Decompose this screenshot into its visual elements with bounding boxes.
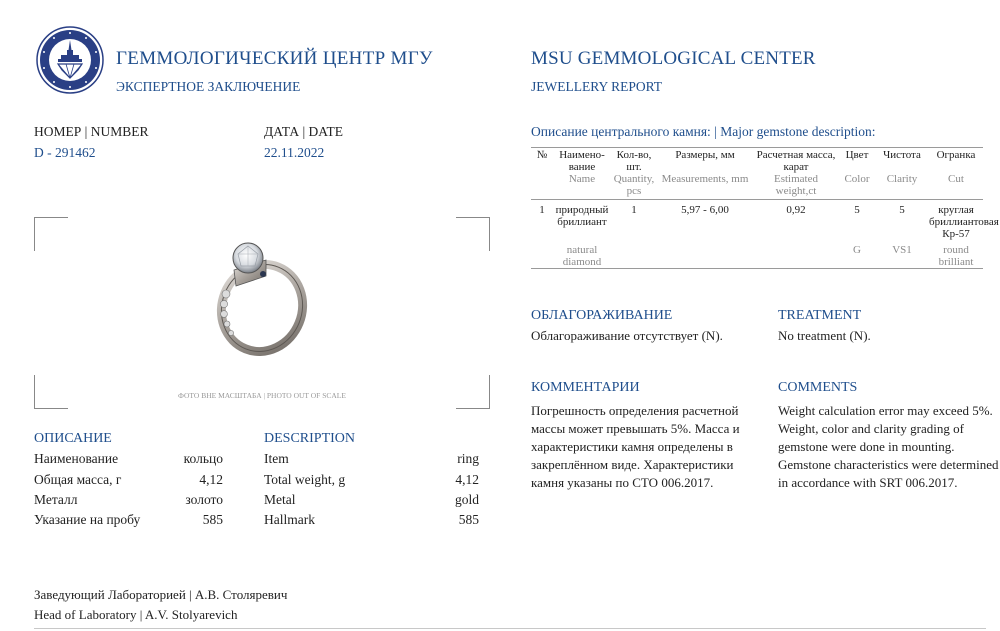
gemstone-cell: № <box>536 149 548 161</box>
comments-text-en: Weight calculation error may exceed 5%. Weight, color and clarity grading of gemstone were done in mounting. Gemstone characteristics were determined in accordance with SRT 006.2017. <box>778 403 999 490</box>
signature-en: Head of Laboratory | A.V. Stolyarevich <box>34 607 238 622</box>
description-row <box>34 492 223 510</box>
gemstone-cell: Наимено-вание <box>559 149 605 173</box>
gemstone-cell: 5 <box>854 204 860 216</box>
number-value: D - 291462 <box>34 145 96 160</box>
gemstone-cell: VS1 <box>892 244 912 256</box>
gemstone-table-title: Описание центрального камня: | Major gemstone description: <box>531 124 876 139</box>
date-label: ДАТА | DATE <box>264 124 344 139</box>
description-row <box>264 472 479 490</box>
ring-photo <box>200 230 320 360</box>
description-row <box>264 451 479 469</box>
org-name-en: MSU GEMMOLOGICAL CENTER <box>531 48 816 69</box>
description-value: 4,12 <box>199 472 223 487</box>
gemstone-cell: круглая бриллиантовая Кр-57 <box>929 204 999 240</box>
msu-emblem-logo <box>36 26 104 94</box>
comments-title-ru: КОММЕНТАРИИ <box>531 380 640 395</box>
gemstone-cell: 1 <box>539 204 545 216</box>
description-title-ru: ОПИСАНИЕ <box>34 431 112 446</box>
description-key: Указание на пробу <box>34 512 141 527</box>
gemstone-cell: round brilliant <box>938 244 974 268</box>
gemstone-cell: Name <box>568 173 596 185</box>
description-value: 585 <box>202 512 223 527</box>
comments-text-ru: Погрешность определения расчетной массы может превышать 5%. Масса и характеристики камня определены в закреплённом виде. Характеристики камня указаны по СТО 006.2017. <box>531 403 740 490</box>
gemstone-cell: Размеры, мм <box>675 149 735 161</box>
description-key: Hallmark <box>264 512 315 527</box>
treatment-text-en: No treatment (N). <box>778 328 871 343</box>
treatment-text-ru: Облагораживание отсутствует (N). <box>531 328 723 343</box>
description-row <box>34 451 223 469</box>
gemstone-cell: 1 <box>631 204 637 216</box>
gemstone-cell: 5 <box>899 204 905 216</box>
description-row <box>34 472 223 490</box>
description-title-en: DESCRIPTION <box>264 431 356 446</box>
gemstone-cell: 0,92 <box>786 204 806 216</box>
description-value: золото <box>185 492 223 507</box>
photo-frame-corner <box>456 217 490 251</box>
date-value: 22.11.2022 <box>264 145 325 160</box>
treatment-title-en: TREATMENT <box>778 308 862 323</box>
description-value: ring <box>457 451 479 466</box>
description-key: Item <box>264 451 289 466</box>
gemstone-cell: природный бриллиант <box>555 204 609 228</box>
description-row <box>34 512 223 530</box>
photo-scale-note: ФОТО ВНЕ МАСШТАБА | PHOTO OUT OF SCALE <box>178 391 346 400</box>
description-value: gold <box>454 492 479 507</box>
gemstone-cell: 5,97 - 6,00 <box>681 204 729 216</box>
description-value: 4,12 <box>455 472 479 487</box>
gemstone-cell: G <box>853 244 861 256</box>
gemstone-cell: Чистота <box>883 149 921 161</box>
gemstone-cell: Clarity <box>886 173 918 185</box>
gemstone-cell: Measurements, mm <box>661 173 749 185</box>
description-key: Наименование <box>34 451 119 466</box>
description-value: 585 <box>458 512 479 527</box>
description-key: Total weight, g <box>264 472 346 487</box>
gemstone-cell: Cut <box>948 173 964 185</box>
report-type-en: JEWELLERY REPORT <box>531 79 663 94</box>
gemstone-cell: Цвет <box>845 149 869 161</box>
description-key: Металл <box>34 492 78 507</box>
gemstone-cell: Color <box>844 173 870 185</box>
gemstone-cell: natural diamond <box>562 244 602 268</box>
photo-frame-corner <box>34 217 68 251</box>
comments-title-en: COMMENTS <box>778 380 858 395</box>
description-value: кольцо <box>183 451 223 466</box>
gemstone-cell: Расчетная масса, карат <box>756 149 836 173</box>
description-key: Metal <box>264 492 296 507</box>
description-row <box>264 512 479 530</box>
bottom-divider <box>34 628 986 629</box>
signature-ru: Заведующий Лабораторией | А.В. Столяревич <box>34 587 288 602</box>
gemstone-cell: Quantity, pcs <box>613 173 655 197</box>
report-type-ru: ЭКСПЕРТНОЕ ЗАКЛЮЧЕНИЕ <box>116 79 301 94</box>
description-row <box>264 492 479 510</box>
number-label: НОМЕР | NUMBER <box>34 124 149 139</box>
org-name-ru: ГЕММОЛОГИЧЕСКИЙ ЦЕНТР МГУ <box>116 48 433 69</box>
description-key: Общая масса, г <box>34 472 122 487</box>
gemstone-cell: Кол-во, шт. <box>616 149 652 173</box>
gemstone-cell: Огранка <box>936 149 976 161</box>
gemstone-cell: Estimated weight,ct <box>774 173 818 197</box>
treatment-title-ru: ОБЛАГОРАЖИВАНИЕ <box>531 308 673 323</box>
